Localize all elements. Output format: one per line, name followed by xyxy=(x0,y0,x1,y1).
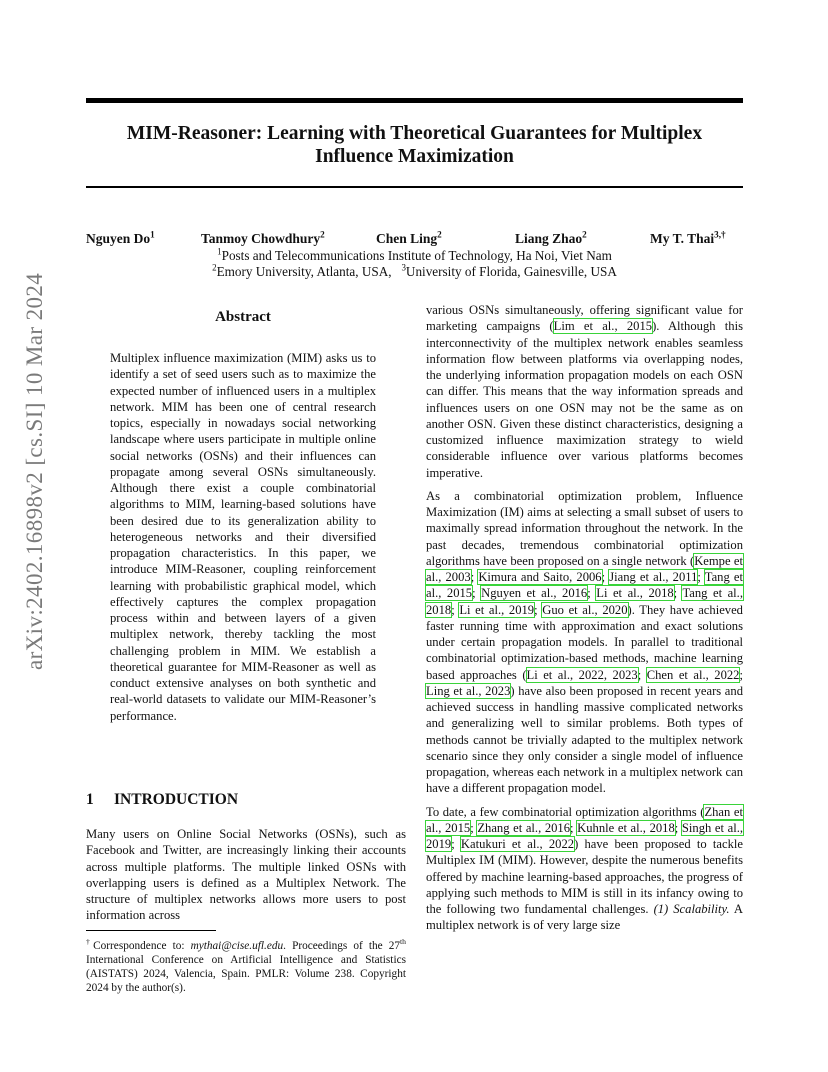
arxiv-stamp: arXiv:2402.16898v2 [cs.SI] 10 Mar 2024 xyxy=(22,272,47,670)
citation-link[interactable]: Jiang et al., 2011 xyxy=(609,570,698,584)
citation-link[interactable]: Li et al., 2022, 2023 xyxy=(526,667,638,682)
citation-link[interactable]: Tang et al., 2015 xyxy=(426,570,743,601)
citation-link[interactable]: Chen et al., 2022 xyxy=(646,667,740,682)
abstract-text: Multiplex influence maximization (MIM) asks us to identify a set of seed users such as to maximize the expected number of influenced users in a multiplex network. MIM has been one of central research topics, especially in nowadays social networking landscape where users participate in multiple online social networks (OSNs) and their influences can propagate among several OSNs simultaneously. Although there exist a couple combinatorial algorithms to MIM, learning-based solutions have been desired due to its generalization ability to heterogeneous networks and their diversified propagation characteristics. In this paper, we introduce MIM-Reasoner, coupling reinforcement learning with probabilistic graphical model, which effectively captures the complex propagation process within and between layers of a given multiplex network, thereby tackling the most challenging problem in MIM. We establish a theoretical guarantee for MIM-Reasoner as well as conduct extensive analyses on both synthetic and real-world datasets to validate our MIM-Reasoner’s performance. xyxy=(110,351,376,723)
citation-link[interactable]: Kempe et al., 2003 xyxy=(426,553,744,584)
footnote-rule xyxy=(86,930,216,931)
abstract-heading: Abstract xyxy=(215,309,271,325)
paragraph: various OSNs simultaneously, offering significant value for marketing campaigns (Lim et al., 2015). Although this interconnectivity of the multiplex network enables seamless information flow between platforms via overlapping nodes, the underlying information propagation models on each OSN can differ. This means that the way information spreads and influences users on one OSN may not be the same as on another OSN. Given these distinct characteristics, designing a customized influence maximization strategy to wield considerable influence over various platforms becomes imperative. xyxy=(426,303,743,480)
citation-link[interactable]: Li et al., 2018 xyxy=(596,586,674,601)
citation-link[interactable]: Zhang et al., 2016 xyxy=(477,820,571,835)
footnote: †Correspondence to: mythai@cise.ufl.edu. Proceedings of the 27th International Conference on Artificial Intelligence and Statistics (AISTATS) 2024, Valencia, Spain. PMLR: Volume 238. Copyright 2024 by the author(s). xyxy=(86,937,406,994)
paragraph: To date, a few combinatorial optimization algorithms (Zhan et al., 2015; Zhang et al., 2016; Kuhnle et al., 2018; Singh et al., 2019; Katukuri et al., 2022) have been proposed to tackle Multiplex IM (MIM). However, despite the numerous benefits offered by machine learning-based approaches, the progress of applying such methods to MIM is still in its infancy owing to the following two fundamental challenges. (1) Scalability. A multiplex network is of very large size xyxy=(426,804,743,933)
intro-text: Many users on Online Social Networks (OSNs), such as Facebook and Twitter, are increasingly linking their accounts across multiple platforms. The multiple linked OSNs with overlapping users is defined as a Multiplex Network. The structure of multiplex networks allows more users to post information across xyxy=(86,827,406,923)
citation-link[interactable]: Zhan et al., 2015 xyxy=(426,804,743,835)
paper-title: MIM-Reasoner: Learning with Theoretical Guarantees for Multiplex Influence Maximization xyxy=(126,123,703,167)
author-name: Tanmoy Chowdhury$^2$ xyxy=(201,229,325,246)
citation-link[interactable]: Lim et al., 2015 xyxy=(553,319,653,334)
affiliation-2-3: $^2$Emory University, Atlanta, USA, $^3$University of Florida, Gainesville, USA xyxy=(212,262,617,279)
citation-link[interactable]: Kimura and Saito, 2006 xyxy=(478,570,602,584)
author-name: My T. Thai$^{3,\dagger}$ xyxy=(650,229,726,246)
citation-link[interactable]: Guo et al., 2020 xyxy=(542,602,628,617)
citation-link[interactable]: Ling et al., 2023 xyxy=(426,683,511,698)
citation-link[interactable]: Kuhnle et al., 2018 xyxy=(577,820,675,835)
section-heading: 1 INTRODUCTION xyxy=(86,791,239,808)
title-rule xyxy=(86,186,743,188)
paragraph: As a combinatorial optimization problem, Influence Maximization (IM) aims at selecting a small subset of users to maximally spread information throughout the network. In the past decades, tremendous combinatorial optimization algorithms have been proposed on a single network (Kempe et al., 2003; Kimura and Saito, 2006; Jiang et al., 2011; Tang et al., 2015; Nguyen et al., 2016; Li et al., 2018; Tang et al., 2018; Li et al., 2019; Guo et al., 2020). They have achieved faster running time with approximation and exact solutions under certain propagation models. In parallel to traditional combinatorial optimization-based methods, machine learning based approaches (Li et al., 2022, 2023; Chen et al., 2022; Ling et al., 2023) have also been proposed in recent years and achieved success in handling massive complicated networks and generalizing well to similar problems. Both types of methods cannot be trivially adapted to the multiplex network scenario since they only consider a single model of influence propagation, whereas each network in a multiplex network can have a different propagation model. xyxy=(426,488,744,796)
citation-link[interactable]: Li et al., 2019 xyxy=(459,602,535,617)
author-name: Liang Zhao$^2$ xyxy=(515,229,587,246)
author-name: Chen Ling$^2$ xyxy=(376,229,442,246)
affiliation-1: $^1$Posts and Telecommunications Institute of Technology, Ha Noi, Viet Nam xyxy=(217,246,612,263)
top-rule xyxy=(86,98,743,103)
citation-link[interactable]: Katukuri et al., 2022 xyxy=(460,837,575,851)
citation-link[interactable]: Tang et al., 2018 xyxy=(426,586,743,617)
right-column xyxy=(426,302,743,934)
citation-link[interactable]: Singh et al., 2019 xyxy=(426,820,743,851)
citation-link[interactable]: Nguyen et al., 2016 xyxy=(481,586,588,601)
author-name: Nguyen Do$^1$ xyxy=(86,229,155,246)
